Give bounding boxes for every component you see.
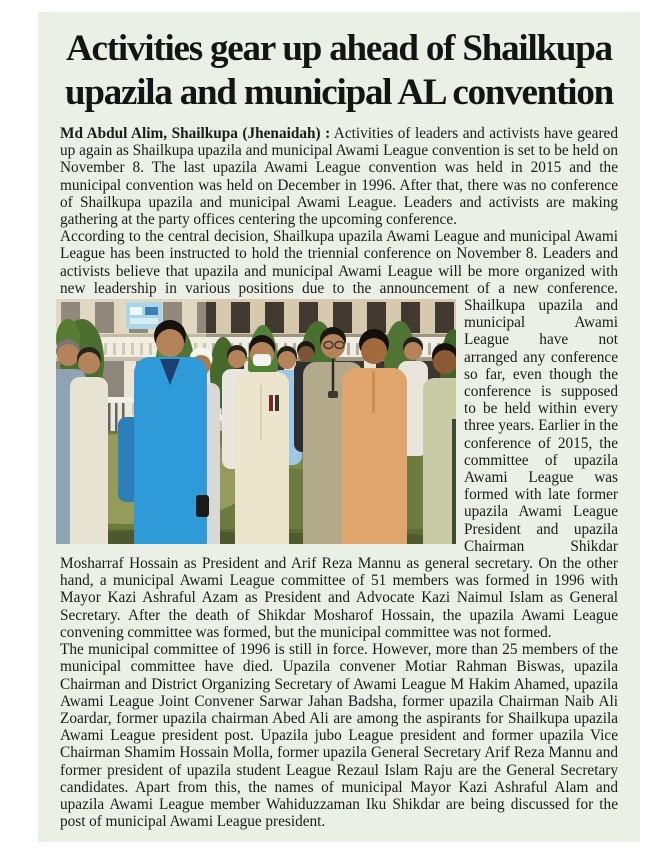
headline-line-2: upazila and municipal AL convention [64,72,614,113]
byline: Md Abdul Alim, Shailkupa (Jhenaidah) : [60,125,331,142]
photo-illustration [56,299,456,544]
person-right-edge [452,419,456,544]
paragraph-2-before-photo: According to the central decision, Shailkupa upazila Awami League and municipal Awami League has been instructed to hold the triennial conference on November 8. Leaders and activists believe that upazila and municipal Awami League will be more organized with new leadership in various positions due to the announcement of a new [60,228,618,297]
paragraph-3: The municipal committee of 1996 is still in force. However, more than 25 members of the municipal committee have died. Upazila convener Motiar Rahman Biswas, upazila Chairman and District Organizing Secretary of Awami League M Hakim Ahamed, upazila Awami League Joint Convener Sarwar Jahan Badsha, former upazila Chairman Naib Ali Zoardar, former upazila chairman Abed Ali are among the aspirants for Shailkupa upazila Awami League president post. Upazila jubo League president and former upazila Vice Chairman Shamim Hossain Molla, former upazila General Secretary Arif Reza Mannu and former president of upazila student League Rezaul Islam Raju are the General Secretary candidates. Apart from this, the names of municipal Mayor Kazi Ashraful Alam and upazila Awami League member Wahiduzzaman Iku Shikdar are being discussed for the post of municipal Awami League president. [60,641,618,831]
paragraph-2 [60,228,618,641]
headline-line-1: Activities gear up ahead of Shailkupa [66,28,612,69]
article-body [60,125,618,830]
paragraph-1 [60,125,618,228]
paragraph-2-after-photo: conference. Shailkupa upazila and municipal Awami League have not arranged any conference so far, even though the conference is supposed to be held within every three years. Earlier in the conference of 2015, the committee of upazila Awami League was formed with late former upazila Awami League President and upazila Chairman Shikdar Mosharraf Hossain as President and Arif Reza Mannu as general secretary. On the other hand, a municipal Awami League committee of 51 members was formed in 1996 with Mayor Kazi Ashraful Azam as President and Advocate Kazi Naimul Islam as General Secretary. After the death of Shikdar Mosharof Hossain, the upazila Awami League convening committee was formed, but the municipal committee was not formed. [60,279,618,641]
article-photo [56,299,456,544]
headline [60,27,618,115]
building-signboard [126,302,162,329]
paragraph-1-text: Activities of leaders and activists have geared up again as Shailkupa upazila and municipal Awami League convention is set to be held on November 8. The last upazila Awami League convention was held in 2015 and the municipal convention was held on December in 1996. After that, there was no conference of Shailkupa upazila and municipal Awami League. Leaders and activists are making gathering at the party offices centering the upcoming conference. [60,125,618,229]
article-panel [38,12,640,842]
